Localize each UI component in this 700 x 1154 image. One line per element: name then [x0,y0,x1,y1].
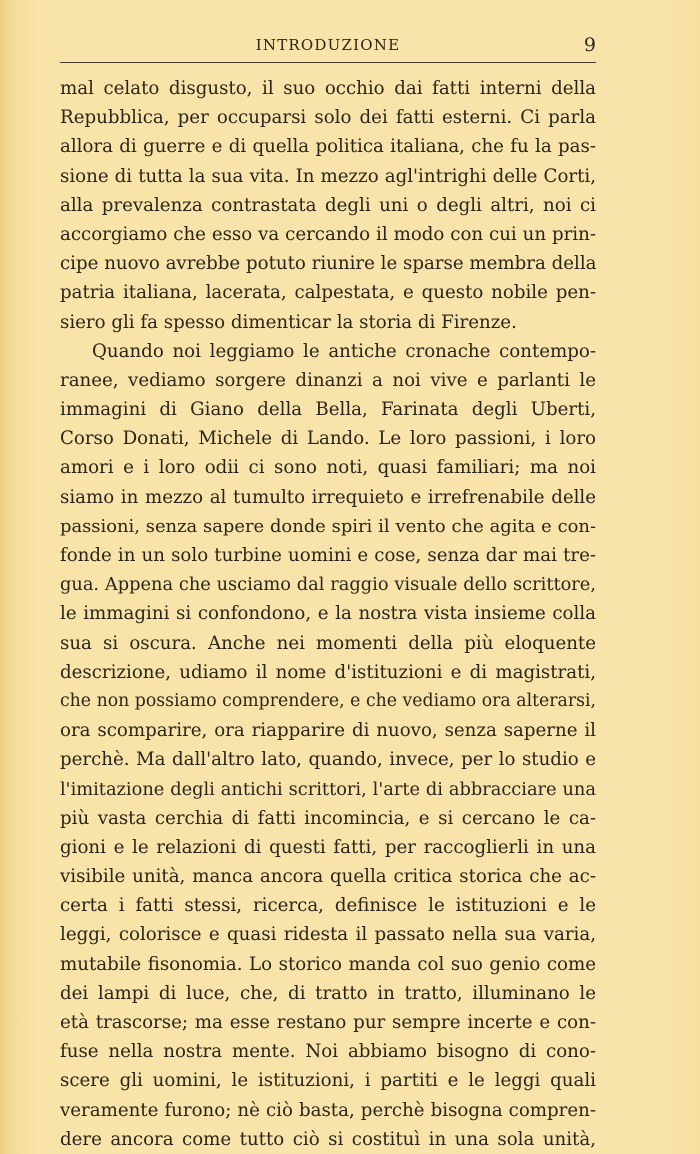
text-line: veramente furono; nè ciò basta, perchè bisogna compren- [60,1099,596,1121]
text-line: dei lampi di luce, che, di tratto in tratto, illuminano le [60,982,596,1004]
text-line: Corso Donati, Michele di Lando. Le loro passioni, i loro [60,428,596,450]
header-rule [60,62,596,63]
text-line: ranee, vediamo sorgere dinanzi a noi vive e parlanti le [60,369,596,391]
text-line: che non possiamo comprendere, e che vediamo ora alterarsi, [60,690,596,711]
running-head-title: INTRODUZIONE [255,36,401,54]
text-line: perchè. Ma dall'altro lato, quando, invece, per lo studio e [60,749,596,771]
text-line: accorgiamo che esso va cercando il modo con cui un prin- [60,223,596,245]
text-line: alla prevalenza contrastata degli uni o degli altri, noi ci [60,194,596,216]
text-line: fonde in un solo turbine uomini e cose, senza dar mai tre- [60,545,596,566]
text-line: descrizione, udiamo il nome d'istituzioni e di magistrati, [60,661,596,683]
text-line: età trascorse; ma esse restano pur sempre incerte e con- [60,1012,596,1033]
text-line: mutabile fisonomia. Lo storico manda col suo genio come [60,953,596,975]
text-line: sua si oscura. Anche nei momenti della più eloquente [60,632,596,654]
text-line: immagini di Giano della Bella, Farinata degli Uberti, [60,399,596,421]
text-line: le immagini si confondono, e la nostra vista insieme colla [60,603,596,625]
text-line: più vasta cerchia di fatti incomincia, e si cercano le ca- [60,807,596,829]
text-line: gioni e le relazioni di questi fatti, per raccoglierli in una [60,836,596,858]
text-line: cipe nuovo avrebbe potuto riunire le sparse membra della [60,253,596,275]
text-line: leggi, colorisce e quasi ridesta il passato nella sua varia, [60,924,596,946]
text-line: allora di guerre e di quella politica italiana, che fu la pas- [60,136,596,158]
text-line: passioni, senza sapere donde spiri il vento che agita e con- [60,515,596,537]
body-text [60,74,596,1154]
page-number: 9 [583,34,596,56]
text-line: amori e i loro odii ci sono noti, quasi familiari; ma noi [60,457,596,479]
text-line: gua. Appena che usciamo dal raggio visuale dello scrittore, [60,574,596,596]
text-line: siamo in mezzo al tumulto irrequieto e irrefrenabile delle [60,486,596,508]
text-line: scere gli uomini, le istituzioni, i partiti e le leggi quali [60,1070,596,1092]
text-line: mal celato disgusto, il suo occhio dai fatti interni della [60,78,596,99]
paragraph-end-line: siero gli fa spesso dimenticar la storia di Firenze. [60,311,517,333]
paragraph-first-line: Quando noi leggiamo le antiche cronache contempo- [92,340,596,362]
text-line: visibile unità, manca ancora quella critica storica che ac- [60,866,596,888]
text-line: fuse nella nostra mente. Noi abbiamo bisogno di cono- [60,1041,596,1063]
text-line: Repubblica, per occuparsi solo dei fatti esterni. Ci parla [60,107,596,129]
text-line: certa i fatti stessi, ricerca, definisce le istituzioni e le [60,895,596,917]
text-line: ora scomparire, ora riapparire di nuovo, senza saperne il [60,720,596,742]
text-line: sione di tutta la sua vita. In mezzo agl'intrighi delle Corti, [60,165,596,187]
running-head [60,33,596,57]
text-line: dere ancora come tutto ciò si costituì in una sola unità, [60,1128,596,1150]
text-line: l'imitazione degli antichi scrittori, l'arte di abbracciare una [60,778,596,800]
text-line: patria italiana, lacerata, calpestata, e questo nobile pen- [60,282,596,304]
